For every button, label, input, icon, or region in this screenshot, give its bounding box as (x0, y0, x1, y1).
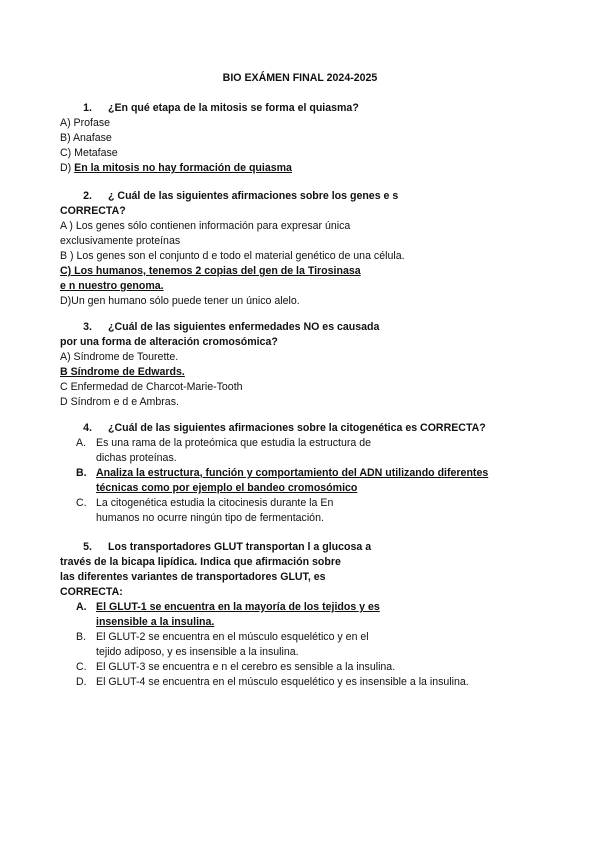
question-4-text: ¿Cuál de las siguientes afirmaciones sobre la citogenética es CORRECTA? (108, 422, 486, 434)
question-1-heading (72, 101, 542, 116)
q1-option-d-letter: D) (60, 162, 75, 174)
question-1-text: ¿En qué etapa de la mitosis se forma el quiasma? (108, 102, 359, 114)
exam-title: BIO EXÁMEN FINAL 2024-2025 (222, 72, 378, 84)
q2-option-a-line2: exclusivamente proteínas (60, 235, 181, 247)
q5-option-c (60, 660, 542, 675)
q4-option-a (60, 436, 542, 451)
q4-option-a-line2: dichas proteínas. (96, 452, 177, 464)
question-4-number: 4. (83, 422, 92, 434)
question-2-heading (72, 189, 542, 204)
q4-option-b-letter: B. (76, 467, 87, 479)
question-5-number: 5. (83, 541, 92, 553)
q5-option-d (60, 675, 542, 690)
q5-option-c-letter: C. (76, 661, 87, 673)
question-4 (72, 421, 542, 526)
q2-option-a-line1: A ) Los genes sólo contienen información para expresar única (60, 220, 351, 232)
q1-option-d (60, 161, 542, 176)
question-5-text-line3: las diferentes variantes de transportadores GLUT, es (60, 571, 326, 583)
question-4-heading (72, 421, 542, 436)
q5-correct-answer-line1: El GLUT-1 se encuentra en la mayoría de los tejidos y es (96, 601, 380, 613)
question-5-text-line1: Los transportadores GLUT transportan l a glucosa a (108, 541, 372, 553)
q5-option-b-line1: El GLUT-2 se encuentra en el músculo esquelético y en el (96, 631, 369, 643)
q4-option-c-letter: C. (76, 497, 87, 509)
q5-option-d-letter: D. (76, 676, 87, 688)
q4-option-c (60, 496, 542, 511)
q4-option-b (60, 466, 542, 481)
question-5-text-line4: CORRECTA: (60, 586, 123, 598)
question-3 (60, 320, 542, 410)
question-3-text-line1: ¿Cuál de las siguientes enfermedades NO es causada (108, 321, 380, 333)
q5-option-b (60, 630, 542, 645)
q5-option-a-letter: A. (76, 601, 87, 613)
q5-option-a (60, 600, 542, 615)
question-1 (60, 101, 542, 176)
q3-correct-answer: B Síndrome de Edwards. (60, 366, 185, 378)
q4-option-a-line1: Es una rama de la proteómica que estudia la estructura de (96, 437, 372, 449)
q2-correct-answer-line2: e n nuestro genoma. (60, 280, 164, 292)
q5-option-c-line1: El GLUT-3 se encuentra e n el cerebro es sensible a la insulina. (96, 661, 396, 673)
question-5-heading (72, 540, 542, 555)
q4-correct-answer-line1: Analiza la estructura, función y comportamiento del ADN utilizando diferentes (96, 467, 489, 479)
q1-option-b: B) Anafase (60, 132, 112, 144)
q2-correct-answer-line1: C) Los humanos, tenemos 2 copias del gen de la Tirosinasa (60, 265, 361, 277)
question-5-text-line2: través de la bicapa lipídica. Indica que afirmación sobre (60, 556, 341, 568)
question-2-number: 2. (83, 190, 92, 202)
question-3-heading (72, 320, 542, 335)
q5-option-b-line2: tejido adiposo, y es insensible a la insulina. (96, 646, 299, 658)
q4-option-c-line1: La citogenética estudia la citocinesis durante la En (96, 497, 334, 509)
q3-option-d: D Síndrom e d e Ambras. (60, 396, 179, 408)
q1-correct-answer: En la mitosis no hay formación de quiasma (74, 162, 292, 174)
q2-option-d: D)Un gen humano sólo puede tener un único alelo. (60, 295, 300, 307)
question-3-text-line2: por una forma de alteración cromosómica? (60, 336, 278, 348)
q5-option-b-letter: B. (76, 631, 87, 643)
q1-option-a: A) Profase (60, 117, 111, 129)
q5-option-d-line1: El GLUT-4 se encuentra en el músculo esquelético y es insensible a la insulina. (96, 676, 469, 688)
question-2-text-line2: CORRECTA? (60, 205, 126, 217)
q4-option-a-letter: A. (76, 437, 87, 449)
question-5 (60, 540, 542, 690)
q1-option-c: C) Metafase (60, 147, 118, 159)
q2-option-b: B ) Los genes son el conjunto d e todo el material genético de una célula. (60, 250, 405, 262)
question-2-text-line1: ¿ Cuál de las siguientes afirmaciones sobre los genes e s (108, 190, 399, 202)
q3-option-c: C Enfermedad de Charcot-Marie-Tooth (60, 381, 243, 393)
q4-correct-answer-line2: técnicas como por ejemplo el bandeo cromosómico (96, 482, 358, 494)
question-1-number: 1. (83, 102, 92, 114)
q5-correct-answer-line2: insensible a la insulina. (96, 616, 215, 628)
q4-option-c-line2: humanos no ocurre ningún tipo de fermentación. (96, 512, 324, 524)
question-3-number: 3. (83, 321, 92, 333)
question-2 (60, 189, 542, 309)
q3-option-a: A) Síndrome de Tourette. (60, 351, 179, 363)
